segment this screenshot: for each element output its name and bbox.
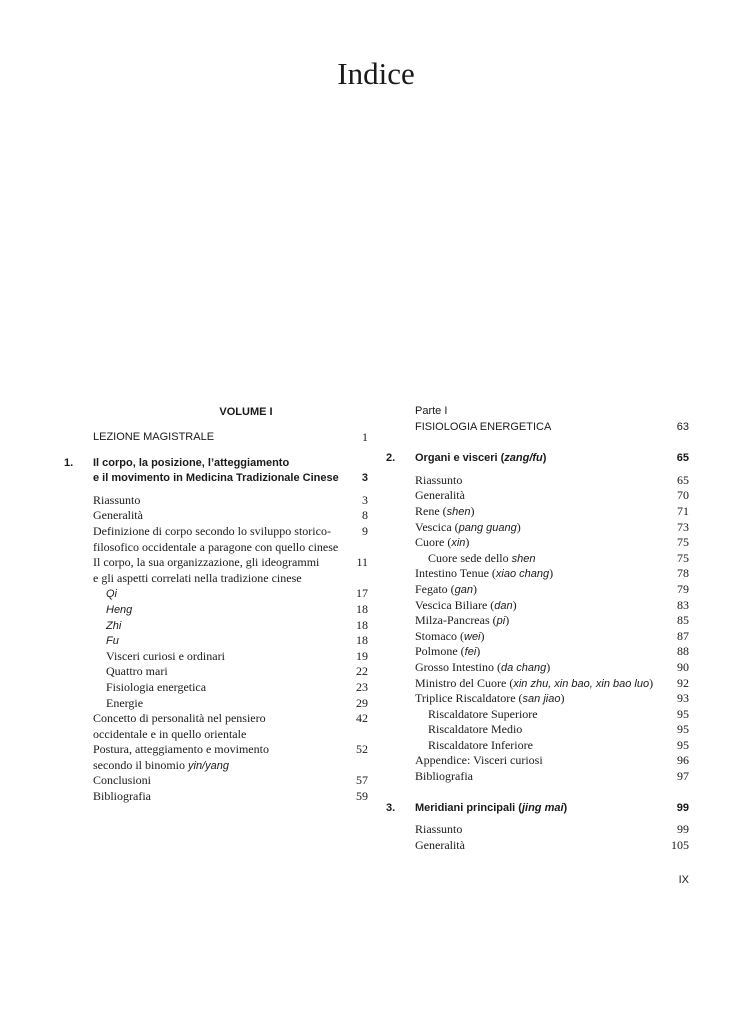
toc-entry-label: Riscaldatore Medio (428, 722, 523, 737)
toc-entry-page: 96 (677, 753, 689, 768)
toc-entry[interactable] (386, 753, 689, 769)
toc-entry-page: 42 (356, 711, 368, 726)
toc-entry-label: Generalità (93, 508, 143, 523)
toc-entry[interactable] (64, 633, 368, 649)
toc-entry[interactable] (64, 789, 368, 805)
toc-entry[interactable] (386, 691, 689, 707)
toc-entry[interactable] (64, 758, 368, 774)
toc-entry[interactable] (386, 822, 689, 838)
toc-entry-list (386, 822, 689, 853)
toc-entry-page: 63 (676, 420, 689, 433)
toc-entry-page: 9 (362, 523, 368, 538)
toc-entry[interactable] (386, 769, 689, 785)
toc-entry[interactable] (64, 540, 368, 556)
toc-entry-page: 11 (356, 555, 368, 570)
toc-entry[interactable] (64, 773, 368, 789)
toc-chapter-1[interactable] (64, 456, 368, 472)
toc-entry[interactable] (386, 613, 689, 629)
toc-entry-label: Riassunto (415, 472, 463, 487)
toc-entry-page: 87 (677, 628, 689, 643)
toc-entry[interactable] (386, 660, 689, 676)
toc-entry-page: 85 (677, 613, 689, 628)
toc-entry-label: e gli aspetti correlati nella tradizione cinese (93, 570, 302, 585)
chapter-title: Organi e visceri (zang/fu) (415, 452, 547, 465)
toc-entry-label: Energie (106, 695, 144, 710)
toc-entry-label: Riassunto (415, 822, 463, 837)
toc-entry-page: 99 (677, 822, 689, 837)
toc-entry-label: Visceri curiosi e ordinari (106, 648, 225, 663)
toc-entry-page: 1 (362, 430, 368, 444)
toc-entry-label: Generalità (415, 837, 465, 852)
toc-entry-page: 92 (677, 675, 689, 690)
toc-entry-label: Quattro mari (106, 664, 168, 679)
toc-entry[interactable] (64, 618, 368, 634)
toc-entry[interactable] (386, 644, 689, 660)
toc-entry-label: Postura, atteggiamento e movimento (93, 742, 269, 757)
toc-entry[interactable] (386, 676, 689, 692)
toc-entry-page: 75 (677, 535, 689, 550)
toc-entry-label: Stomaco (wei) (415, 628, 485, 643)
toc-chapter-2[interactable] (386, 451, 689, 467)
toc-entry-label: LEZIONE MAGISTRALE (93, 431, 215, 443)
part-label: Parte I (415, 405, 448, 417)
toc-entry-label: secondo il binomio yin/yang (93, 757, 229, 772)
toc-entry-page: 23 (356, 679, 368, 694)
toc-entry-page: 3 (362, 492, 368, 507)
chapter-page: 99 (676, 801, 689, 814)
toc-entry[interactable] (386, 582, 689, 598)
toc-left-column (64, 404, 368, 805)
toc-entry-label: Bibliografia (415, 769, 473, 784)
toc-entry-label: FISIOLOGIA ENERGETICA (415, 420, 552, 433)
page-number: IX (678, 874, 689, 886)
toc-entry[interactable] (64, 493, 368, 509)
toc-entry[interactable] (64, 508, 368, 524)
toc-entry-label: Fisiologia energetica (106, 679, 207, 694)
toc-entry[interactable] (64, 696, 368, 712)
chapter-title-line1: Il corpo, la posizione, l’atteggiamento (93, 456, 290, 469)
toc-entry[interactable] (386, 629, 689, 645)
toc-entry-label: Grosso Intestino (da chang) (415, 659, 551, 674)
toc-entry-label: Il corpo, la sua organizzazione, gli ideogrammi (93, 555, 320, 570)
toc-entry-page: 95 (677, 706, 689, 721)
toc-entry[interactable] (64, 586, 368, 602)
toc-entry-label: Qi (106, 588, 117, 601)
toc-entry-page: 97 (677, 769, 689, 784)
toc-entry[interactable] (386, 566, 689, 582)
toc-entry-page: 73 (677, 519, 689, 534)
toc-entry[interactable] (64, 727, 368, 743)
toc-entry[interactable] (386, 473, 689, 489)
toc-entry-page: 105 (671, 837, 689, 852)
toc-entry-page: 95 (677, 737, 689, 752)
volume-heading: VOLUME I (219, 406, 273, 418)
toc-entry[interactable] (64, 664, 368, 680)
toc-entry-label: Appendice: Visceri curiosi (415, 753, 543, 768)
toc-entry-label: Heng (106, 603, 133, 616)
chapter-title: Meridiani principali (jing mai) (415, 801, 568, 814)
toc-entry-label: filosofico occidentale a paragone con quello cinese (93, 539, 339, 554)
chapter-page: 65 (676, 452, 689, 465)
toc-entry-fisiologia[interactable] (386, 420, 689, 436)
chapter-number: 1. (64, 456, 74, 469)
toc-entry-label: Cuore sede dello shen (428, 550, 536, 565)
toc-entry-label: Cuore (xin) (415, 535, 470, 550)
toc-entry-page: 57 (356, 773, 368, 788)
toc-entry-label: Intestino Tenue (xiao chang) (415, 566, 554, 581)
toc-entry-page: 17 (356, 586, 368, 601)
toc-entry-label: Bibliografia (93, 789, 151, 804)
toc-entry[interactable] (386, 488, 689, 504)
toc-entry[interactable] (64, 680, 368, 696)
toc-chapter-3[interactable] (386, 801, 689, 817)
toc-entry-page: 19 (356, 648, 368, 663)
toc-entry-list (386, 473, 689, 785)
toc-entry-page: 65 (677, 472, 689, 487)
toc-entry-page: 18 (356, 633, 368, 648)
toc-entry[interactable] (64, 742, 368, 758)
page-title: Indice (337, 56, 415, 91)
toc-entry-label: Conclusioni (93, 773, 152, 788)
toc-entry-label: Vescica Biliare (dan) (415, 597, 517, 612)
chapter-page: 3 (361, 472, 368, 485)
toc-entry-label: Ministro del Cuore (xin zhu, xin bao, xin bao luo) (415, 675, 654, 690)
toc-entry-lezione[interactable] (64, 430, 368, 446)
toc-chapter-1-cont[interactable] (64, 471, 368, 487)
toc-entry-label: Triplice Riscaldatore (san jiao) (415, 691, 565, 706)
toc-entry-page: 71 (677, 503, 689, 518)
chapter-number: 3. (386, 801, 396, 814)
toc-entry-page: 18 (356, 617, 368, 632)
toc-entry-page: 29 (356, 695, 368, 710)
toc-entry[interactable] (386, 707, 689, 723)
toc-entry-page: 90 (677, 659, 689, 674)
toc-entry-page: 22 (356, 664, 368, 679)
toc-entry-label: occidentale e in quello orientale (93, 726, 247, 741)
toc-entry-label: Polmone (fei) (415, 644, 481, 659)
toc-entry[interactable] (64, 571, 368, 587)
toc-entry[interactable] (386, 722, 689, 738)
toc-entry-page: 52 (356, 742, 368, 757)
toc-entry-page: 93 (677, 691, 689, 706)
toc-entry-page: 18 (356, 601, 368, 616)
toc-entry[interactable] (386, 535, 689, 551)
toc-entry-label: Generalità (415, 488, 465, 503)
toc-entry[interactable] (64, 524, 368, 540)
toc-entry-list (64, 493, 368, 805)
toc-entry-label: Zhi (106, 619, 122, 632)
toc-entry-label: Riassunto (93, 492, 141, 507)
toc-entry[interactable] (64, 649, 368, 665)
toc-entry-label: Riscaldatore Superiore (428, 706, 538, 721)
toc-entry-page: 83 (677, 597, 689, 612)
toc-entry-page: 79 (677, 581, 689, 596)
toc-entry-label: Vescica (pang guang) (415, 519, 521, 534)
toc-entry[interactable] (386, 838, 689, 854)
toc-entry[interactable] (64, 602, 368, 618)
toc-entry-label: Definizione di corpo secondo lo sviluppo storico- (93, 523, 331, 538)
toc-entry[interactable] (386, 520, 689, 536)
toc-entry-label: Fu (106, 635, 119, 648)
toc-entry-label: Fegato (gan) (415, 581, 478, 596)
toc-entry[interactable] (386, 551, 689, 567)
toc-entry-page: 75 (677, 550, 689, 565)
toc-entry-page: 70 (677, 488, 689, 503)
toc-entry-page: 78 (677, 566, 689, 581)
part-label-row (386, 404, 689, 420)
toc-entry[interactable] (64, 555, 368, 571)
toc-entry-label: Concetto di personalità nel pensiero (93, 711, 266, 726)
toc-entry-page: 8 (362, 508, 368, 523)
toc-entry-page: 59 (356, 789, 368, 804)
toc-entry-label: Milza-Pancreas (pi) (415, 613, 510, 628)
toc-entry-page: 95 (677, 722, 689, 737)
toc-right-column (386, 404, 689, 853)
toc-entry-label: Riscaldatore Inferiore (428, 737, 533, 752)
chapter-title-line2: e il movimento in Medicina Tradizionale Cinese (93, 472, 339, 485)
toc-entry-page: 88 (677, 644, 689, 659)
toc-entry[interactable] (386, 598, 689, 614)
toc-entry[interactable] (64, 711, 368, 727)
toc-entry[interactable] (386, 738, 689, 754)
toc-entry-label: Rene (shen) (415, 503, 475, 518)
toc-entry[interactable] (386, 504, 689, 520)
chapter-number: 2. (386, 452, 396, 465)
